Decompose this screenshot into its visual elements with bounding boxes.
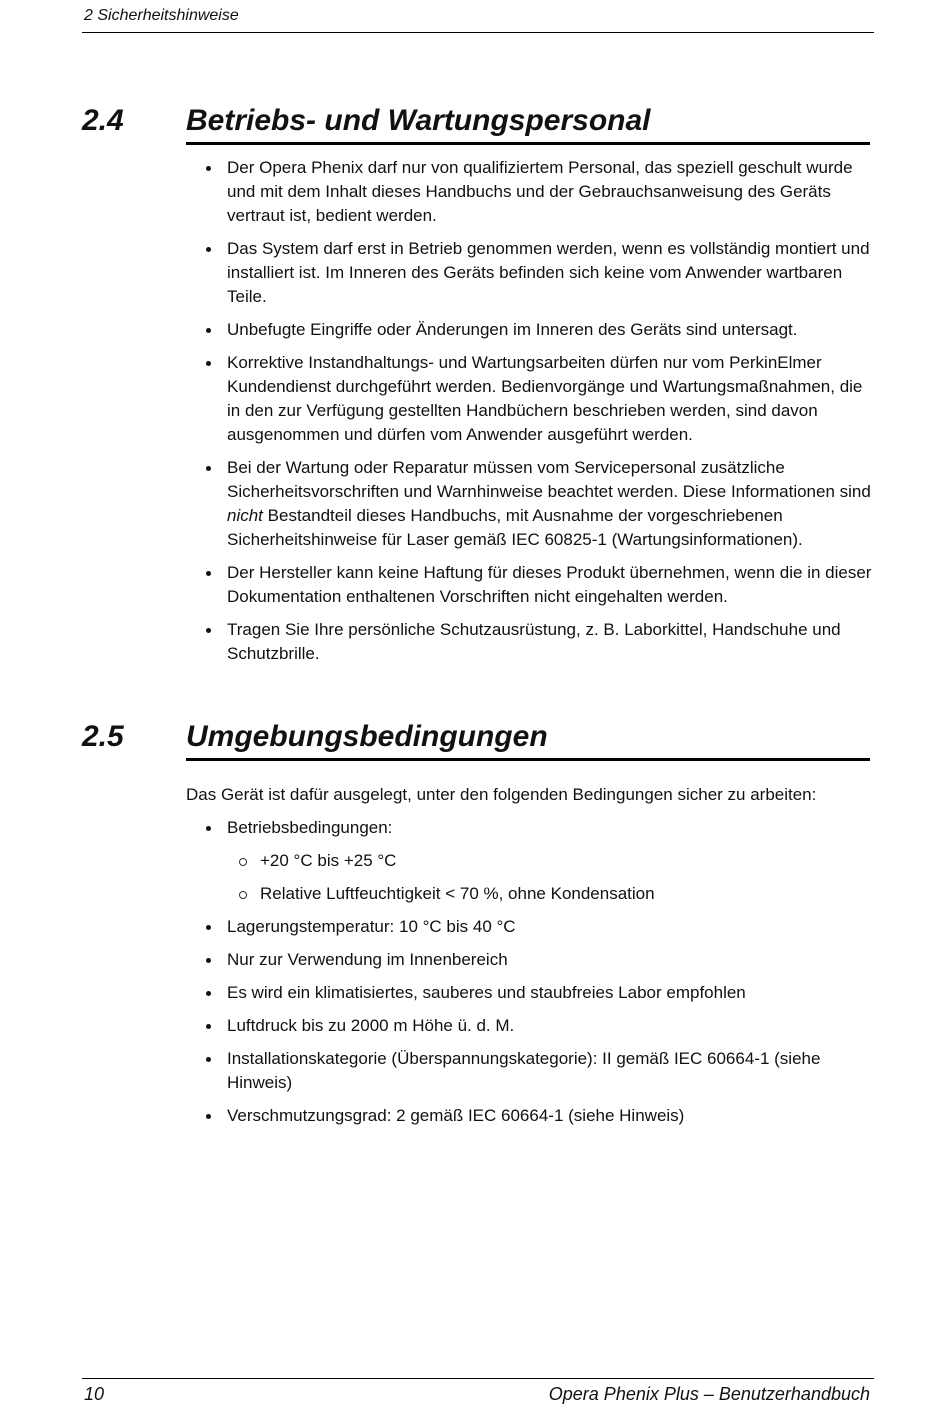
list-item: Installationskategorie (Überspannungskategorie): II gemäß IEC 60664-1 (siehe Hinweis)	[186, 1047, 876, 1095]
emphasis-text: nicht	[227, 506, 263, 525]
section-title: Betriebs- und Wartungspersonal	[186, 104, 651, 137]
page-number: 10	[84, 1384, 105, 1404]
list-item-text: Bei der Wartung oder Reparatur müssen vom Servicepersonal zusätzliche Sicherheitsvorschriften und Warnhinweise beachtet werden. Diese Informationen sind	[227, 458, 871, 501]
list-item: Luftdruck bis zu 2000 m Höhe ü. d. M.	[186, 1014, 876, 1038]
bullet-list-personnel	[186, 156, 876, 675]
sub-bullet-list	[227, 849, 876, 906]
list-item: Korrektive Instandhaltungs- und Wartungsarbeiten dürfen nur vom PerkinElmer Kundendienst durchgeführt werden. Bedienvorgänge und Wartungsmaßnahmen, die in den zur Verfügung gestellten Handbüchern beschrieben werden, sind davon ausgenommen und dürfen vom Anwender ausgeführt werden.	[186, 351, 876, 447]
list-item: Es wird ein klimatisiertes, sauberes und staubfreies Labor empfohlen	[186, 981, 876, 1005]
list-item: Nur zur Verwendung im Innenbereich	[186, 948, 876, 972]
list-item: Der Hersteller kann keine Haftung für dieses Produkt übernehmen, wenn die in dieser Dokumentation enthaltenen Vorschriften nicht eingehalten werden.	[186, 561, 876, 609]
header-rule	[82, 32, 874, 33]
list-item: Verschmutzungsgrad: 2 gemäß IEC 60664-1 (siehe Hinweis)	[186, 1104, 876, 1128]
list-item-text: Bestandteil dieses Handbuchs, mit Ausnahme der vorgeschriebenen Sicherheitshinweise für Laser gemäß IEC 60825-1 (Wartungsinformationen).	[227, 506, 803, 549]
section-title: Umgebungsbedingungen	[186, 720, 548, 753]
sub-list-item: Relative Luftfeuchtigkeit < 70 %, ohne Kondensation	[227, 882, 876, 906]
section-intro: Das Gerät ist dafür ausgelegt, unter den folgenden Bedingungen sicher zu arbeiten:	[186, 785, 817, 804]
footer-rule	[82, 1378, 874, 1379]
list-item-text: Betriebsbedingungen:	[227, 818, 393, 837]
list-item: Lagerungstemperatur: 10 °C bis 40 °C	[186, 915, 876, 939]
list-item: Tragen Sie Ihre persönliche Schutzausrüstung, z. B. Laborkittel, Handschuhe und Schutzbrille.	[186, 618, 876, 666]
sub-list-item: +20 °C bis +25 °C	[227, 849, 876, 873]
document-title: Opera Phenix Plus – Benutzerhandbuch	[548, 1384, 870, 1404]
running-header: 2 Sicherheitshinweise	[84, 7, 239, 24]
section-number: 2.4	[82, 104, 124, 137]
bullet-list-environment	[186, 816, 876, 1137]
list-item: Unbefugte Eingriffe oder Änderungen im Inneren des Geräts sind untersagt.	[186, 318, 876, 342]
list-item: Das System darf erst in Betrieb genommen werden, wenn es vollständig montiert und installiert ist. Im Inneren des Geräts befinden sich keine vom Anwender wartbaren Teile.	[186, 237, 876, 309]
list-item	[186, 816, 876, 906]
list-item: Der Opera Phenix darf nur von qualifiziertem Personal, das speziell geschult wurde und mit dem Inhalt dieses Handbuchs und der Gebrauchsanweisung des Geräts vertraut ist, bedient werden.	[186, 156, 876, 228]
list-item	[186, 456, 876, 552]
section-rule	[186, 758, 870, 761]
section-number: 2.5	[82, 720, 124, 753]
section-rule	[186, 142, 870, 145]
